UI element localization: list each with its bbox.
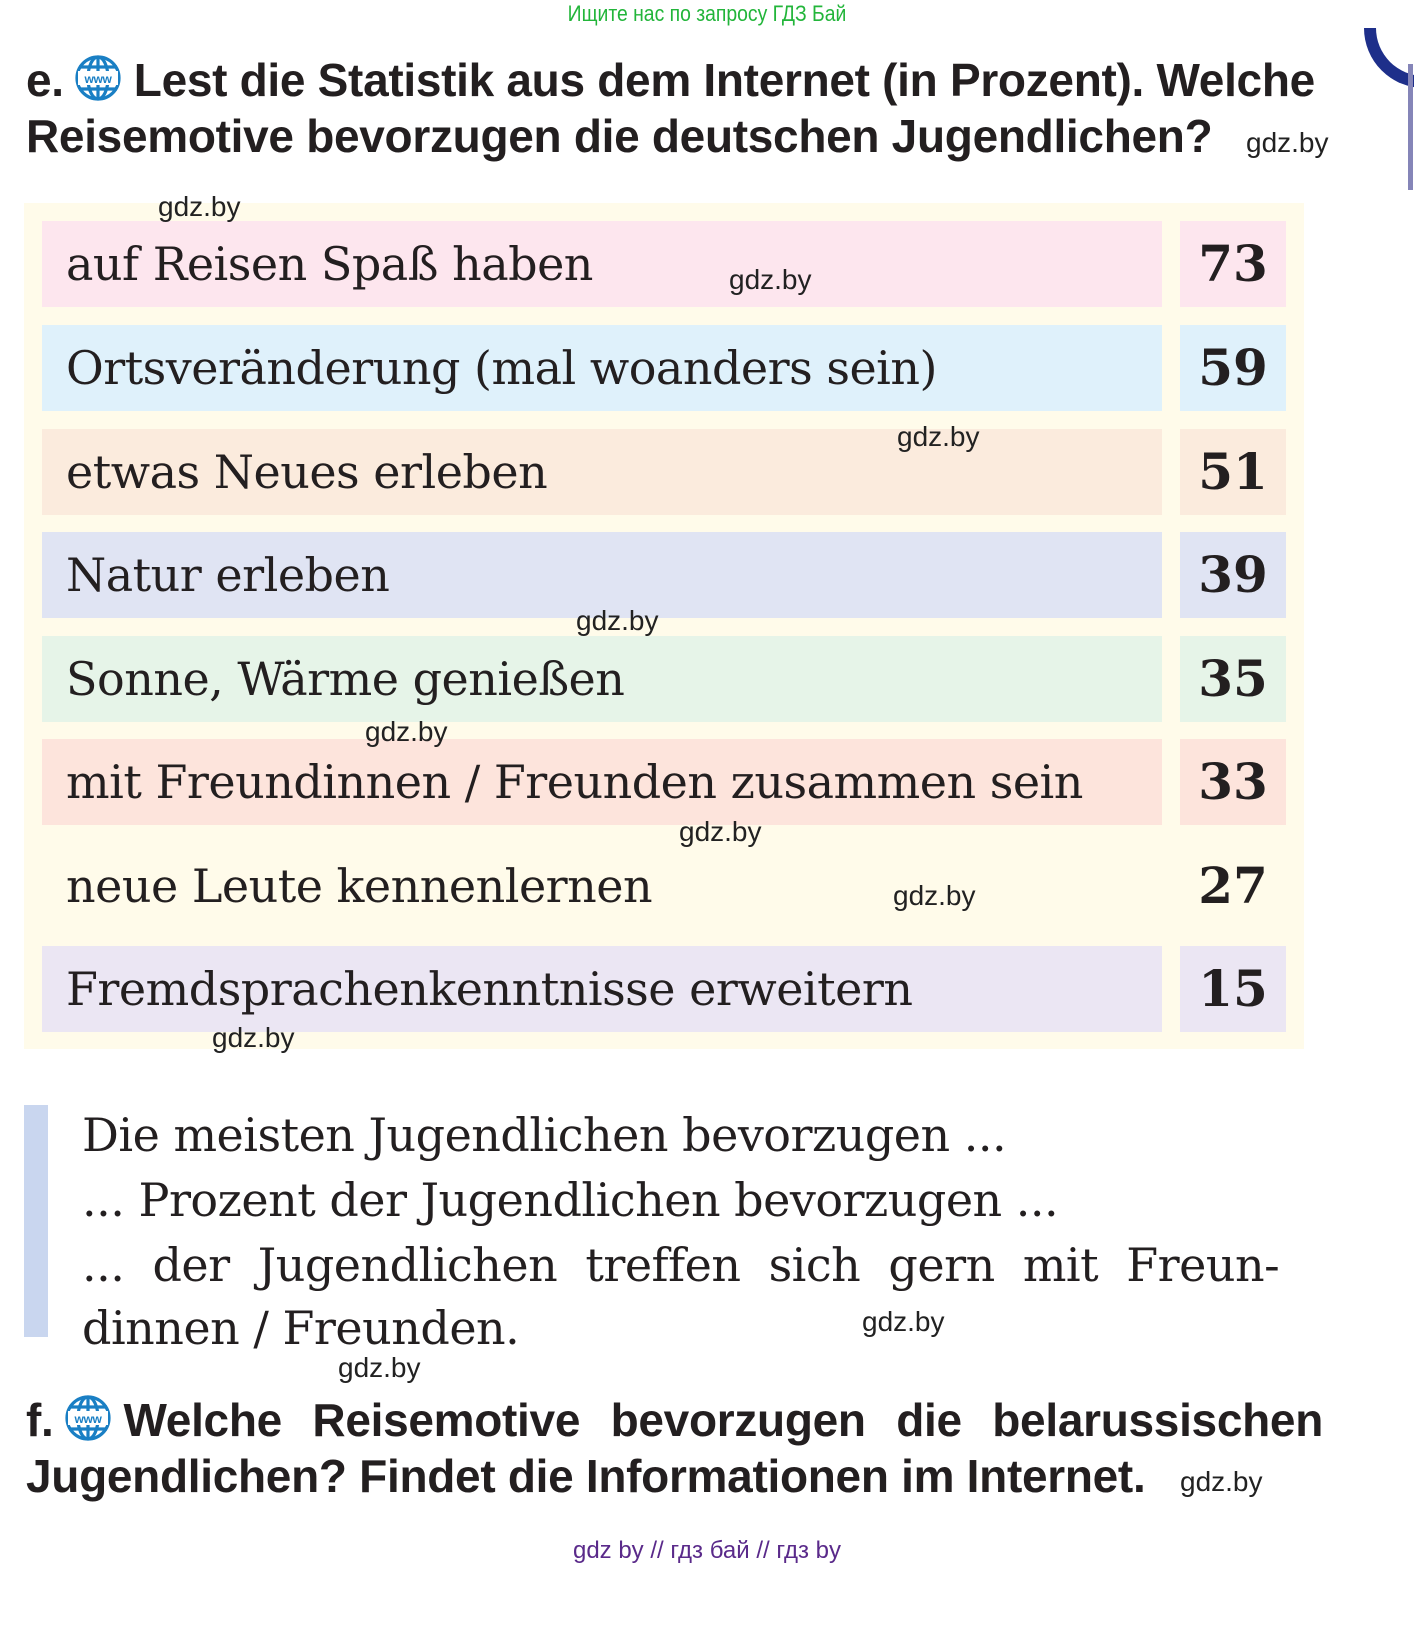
row-label: neue Leute kennenlernen	[66, 859, 653, 913]
watermark: gdz.by	[1246, 127, 1329, 158]
svg-text:www: www	[84, 72, 112, 86]
row-label: Fremdsprachenkenntnisse erweitern	[42, 946, 1162, 1032]
row-value: 33	[1180, 739, 1286, 825]
task-f-text-line1: Welche Reisemotive bevorzugen die belarussischen	[123, 1394, 1323, 1446]
watermark: gdz.by	[729, 264, 812, 295]
table-row	[42, 843, 1286, 929]
sentence-line: dinnen / Freunden.	[82, 1301, 520, 1355]
task-e-heading-line1	[26, 52, 1315, 108]
corner-decoration	[1364, 28, 1414, 88]
row-value: 39	[1180, 532, 1286, 618]
task-e-heading-line2: Reisemotive bevorzugen die deutschen Jugendlichen?	[26, 110, 1213, 162]
row-label: auf Reisen Spaß haben	[42, 221, 1162, 307]
table-row	[42, 636, 1286, 722]
row-value: 15	[1180, 946, 1286, 1032]
svg-text:www: www	[73, 1412, 102, 1426]
watermark: gdz.by	[576, 605, 659, 636]
row-value: 59	[1180, 325, 1286, 411]
watermark: gdz.by	[897, 421, 980, 452]
watermark: gdz.by	[365, 716, 448, 747]
globe-www-icon	[64, 1394, 112, 1442]
sentence-line: ... der Jugendlichen treffen sich gern mit Freun-	[82, 1238, 1280, 1292]
row-label: etwas Neues erleben	[42, 429, 1162, 515]
watermark: gdz.by	[338, 1352, 421, 1383]
sentence-line: ... Prozent der Jugendlichen bevorzugen ...	[82, 1173, 1059, 1227]
table-row	[42, 325, 1286, 411]
task-f-heading-line2: Jugendlichen? Findet die Informationen im Internet.	[26, 1450, 1146, 1502]
task-e-text-line1: Lest die Statistik aus dem Internet (in Prozent). Welche	[133, 54, 1315, 106]
page-edge-line	[1408, 64, 1413, 190]
table-row	[42, 739, 1286, 825]
table-row	[42, 429, 1286, 515]
table-row	[42, 221, 1286, 307]
globe-www-icon	[74, 54, 122, 102]
sentence-starters-box	[24, 1105, 1314, 1355]
row-value: 35	[1180, 636, 1286, 722]
row-label: Ortsveränderung (mal woanders sein)	[42, 325, 1162, 411]
row-label: mit Freundinnen / Freunden zusammen sein	[42, 739, 1162, 825]
row-label: Natur erleben	[42, 532, 1162, 618]
sentence-box-bar	[24, 1105, 48, 1337]
row-label: Sonne, Wärme genießen	[42, 636, 1162, 722]
task-f-heading-line1	[26, 1392, 1323, 1448]
table-row	[42, 532, 1286, 618]
watermark: gdz.by	[679, 816, 762, 847]
row-value: 27	[1198, 856, 1268, 915]
sentence-line: Die meisten Jugendlichen bevorzugen ...	[82, 1108, 1007, 1162]
row-value: 51	[1180, 429, 1286, 515]
row-value: 73	[1180, 221, 1286, 307]
watermark: gdz.by	[1180, 1466, 1263, 1497]
statistics-table	[24, 203, 1304, 1049]
watermark: gdz.by	[862, 1306, 945, 1337]
watermark: gdz.by	[893, 880, 976, 911]
task-f-letter: f.	[26, 1394, 54, 1446]
top-watermark: Ищите нас по запросу ГДЗ Бай	[567, 1, 847, 26]
table-row	[42, 946, 1286, 1032]
footer-watermark: gdz by // гдз бай // гдз by	[572, 1537, 842, 1564]
watermark: gdz.by	[158, 191, 241, 222]
watermark: gdz.by	[212, 1022, 295, 1053]
task-e-letter: e.	[26, 54, 64, 106]
